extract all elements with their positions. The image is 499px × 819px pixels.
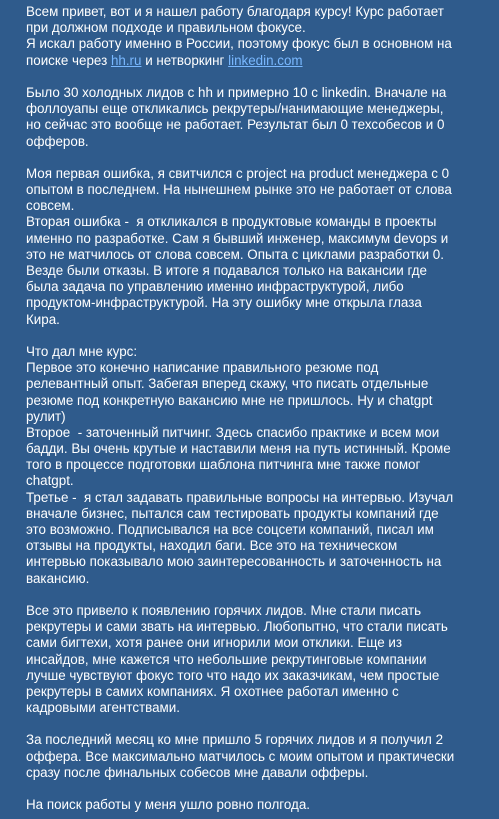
message-line: фоллоуапы еще откликались рекрутеры/нанимающие менеджеры,: [26, 101, 444, 117]
message-line: Второе - заточенный питчинг. Здесь спасибо практике и всем мои: [26, 424, 440, 440]
message-line: рекрутеры в самих компаниях. Я охотнее работал именно с: [26, 683, 399, 699]
message-line: Везде были отказы. В итоге я подавался только на вакансии где: [26, 263, 427, 278]
message-line: Третье - я стал задавать правильные вопросы на интервью. Изучал: [26, 489, 454, 505]
paragraph-gap: [26, 587, 489, 603]
message-line: вакансию.: [26, 570, 90, 586]
message-line: офферов.: [26, 133, 89, 149]
message-line: это не матчилось от слова совсем. Опыта с циклами разработки 0.: [26, 246, 444, 262]
paragraph-gap: [26, 150, 489, 166]
paragraph-gap: [26, 781, 489, 797]
linkedin-link[interactable]: linkedin.com: [228, 52, 303, 68]
message-line: Моя первая ошибка, я свитчился с project на product менеджера с 0: [26, 165, 450, 181]
message-paragraph-intro: [26, 4, 489, 69]
message-line: отзывы на продукты, находил баги. Все это на техническом: [26, 538, 398, 554]
message-line: Я искал работу именно в России, поэтому фокус был в основном на: [26, 36, 452, 52]
message-line: совсем.: [26, 198, 75, 214]
message-text: поиске через: [26, 52, 111, 68]
message-line: продуктом-инфраструктурой. На эту ошибку мне открыла глаза: [26, 295, 422, 311]
message-line: резюме под конкретную вакансию мне не пришлось. Ну и chatgpt: [26, 392, 433, 408]
message-paragraph-duration: [26, 797, 489, 813]
message-line: На поиск работы у меня ушло ровно полгода.: [26, 797, 311, 813]
message-paragraph-course: [26, 344, 489, 587]
message-line: была задача по управлению именно инфраструктурой, либо: [26, 279, 404, 295]
message-line: кадровыми агентствами.: [26, 700, 180, 716]
message-paragraph-offers: [26, 732, 489, 781]
message-line: Первое это конечно написание правильного резюме под: [26, 360, 379, 376]
message-line: при должном подходе и правильном фокусе.: [26, 20, 306, 36]
paragraph-gap: [26, 69, 489, 85]
message-line: Было 30 холодных лидов с hh и примерно 10 с linkedin. Вначале на: [26, 84, 447, 100]
message-line: Всем привет, вот и я нашел работу благодаря курсу! Курс работает: [26, 4, 444, 19]
message-line: Кира.: [26, 311, 60, 327]
message-line: опытом в последнем. На нынешнем рынке это не работает от слова: [26, 182, 452, 198]
message-line: сами бигтехи, хотя ранее они игнорили мои отклики. Еще из: [26, 635, 403, 651]
message-line: рекрутеры и сами звать на интервью. Любопытно, что стали писать: [26, 619, 448, 635]
message-line: релевантный опыт. Забегая вперед скажу, что писать отдельные: [26, 376, 429, 392]
message-line: вначале бизнес, пытался сам тестировать продукты компаний где: [26, 505, 439, 521]
message-line: Все это привело к появлению горячих лидов. Мне стали писать: [26, 602, 422, 618]
message-paragraph-results: [26, 85, 489, 150]
message-line: бадди. Вы очень крутые и наставили меня на путь истинный. Кроме: [26, 441, 451, 457]
message-line: это возможно. Подписывался на все соцсети компаний, писал им: [26, 522, 434, 537]
message-paragraph-mistakes: [26, 166, 489, 328]
message-line: Вторая ошибка - я откликался в продуктовые команды в проекты: [26, 214, 437, 230]
message-line: инсайдов, мне кажется что небольшие рекрутинговые компании: [26, 651, 427, 667]
message-line-with-links: [26, 53, 489, 69]
message-line: Что дал мне курс:: [26, 343, 138, 359]
hh-link[interactable]: hh.ru: [110, 52, 142, 68]
message-line: но сейчас это вообще не работает. Результат был 0 техсобесов и 0: [26, 117, 445, 133]
message-line: рулит): [26, 408, 66, 424]
message-paragraph-leads: [26, 603, 489, 716]
message-line: именно по разработке. Сам я бывший инженер, максимум devops и: [26, 230, 449, 246]
message-text: и нетворкинг: [141, 52, 229, 68]
message-line: интервью показывало мою заинтересованность и заточенность на: [26, 554, 442, 570]
message-line: chatgpt.: [26, 473, 74, 489]
message-line: лучше чувствуют фокус того что надо их заказчикам, чем простые: [26, 667, 440, 683]
paragraph-gap: [26, 328, 489, 344]
paragraph-gap: [26, 716, 489, 732]
message-line: того в процессе подготовки шаблона питчинга мне также помог: [26, 457, 421, 473]
message-line: сразу после финальных собесов мне давали офферы.: [26, 764, 369, 780]
message-line: оффера. Все максимально матчилось с моим опытом и практически: [26, 748, 455, 764]
message-line: За последний месяц ко мне пришло 5 горячих лидов и я получил 2: [26, 732, 444, 748]
